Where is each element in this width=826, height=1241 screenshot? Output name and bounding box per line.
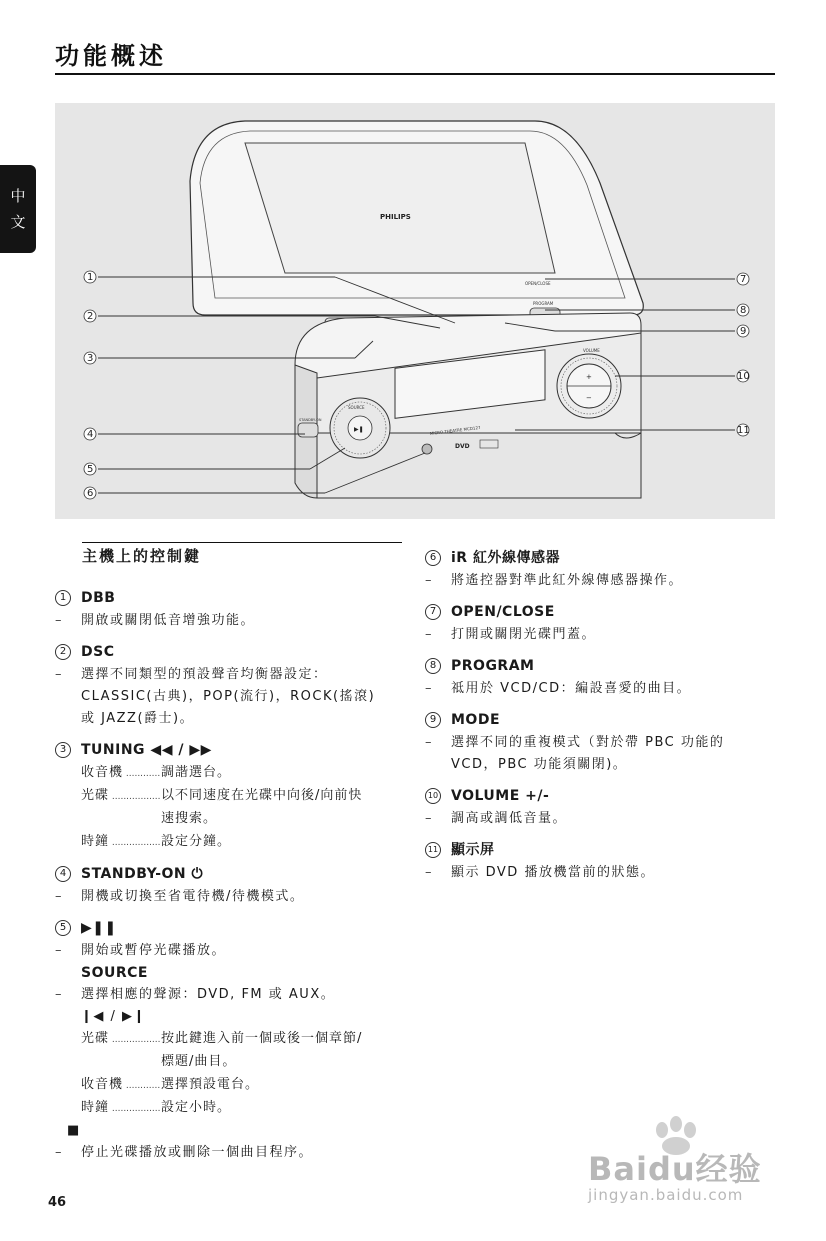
callout-6: 6 [87, 488, 94, 499]
item-number: 1 [55, 590, 71, 606]
mode-label: 收音機 ..... [81, 1074, 161, 1097]
item-heading: MODE [451, 712, 501, 728]
item-heading: PROGRAM [451, 658, 535, 674]
dvd-logo: DVD [455, 443, 470, 450]
source-text: SOURCE [348, 405, 365, 410]
callout-9: 9 [740, 326, 747, 337]
page-number: 46 [48, 1195, 67, 1210]
item-description: 選擇不同類型的預設聲音均衡器設定： [81, 667, 328, 682]
title-rule [55, 73, 775, 75]
item-standby: 4 STANDBY-ON ⏻ – 開機或切換至省電待機/待機模式。 [55, 862, 405, 908]
watermark-url: jingyan.baidu.com [588, 1186, 744, 1204]
callout-5: 5 [87, 464, 94, 475]
model-text: MICRO THEATRE MCD127 [429, 424, 481, 436]
watermark-brand: Baidu经验 [588, 1150, 762, 1188]
item-number: 4 [55, 866, 71, 882]
item-description: 將遙控器對準此紅外線傳感器操作。 [451, 573, 684, 588]
item-description: 祗用於 VCD/CD：編設喜愛的曲目。 [451, 681, 692, 696]
item-number: 7 [425, 604, 441, 620]
device-drawing [55, 103, 775, 519]
brand-logo: PHILIPS [380, 213, 411, 221]
item-heading: STANDBY-ON ⏻ [81, 866, 204, 882]
mode-label: 時鐘 ..... [81, 831, 161, 854]
callout-7: 7 [740, 274, 747, 285]
item-description-cont: CLASSIC(古典)，POP(流行)，ROCK(搖滾) [81, 689, 376, 704]
item-description-cont: VCD，PBC 功能須關閉)。 [451, 757, 628, 772]
item-program: 8 PROGRAM – 祗用於 VCD/CD：編設喜愛的曲目。 [425, 654, 755, 700]
left-column [55, 578, 405, 1164]
item-display: 11 顯示屏 – 顯示 DVD 播放機當前的狀態。 [425, 838, 755, 884]
item-heading: DBB [81, 590, 116, 606]
language-tab-char-2: 文 [10, 213, 26, 231]
item-heading: OPEN/CLOSE [451, 604, 555, 620]
section-title: 主機上的控制鍵 [82, 542, 402, 566]
item-play: 5 ▶❚❚ – 開始或暫停光碟播放。 SOURCE – 選擇相應的聲源：DVD, FM 或 AUX。 ❙◀ / ▶❙ 光碟 ..... 按此鍵進入前一個或後一個章節/ 標題/曲目。 收音機 ..... 選擇預設電台。 時鐘 ..... 設定小時。 ■ – 停止光碟播放或刪除一個曲目程序。 [55, 916, 405, 1164]
mode-description-cont: 速搜索。 [161, 811, 218, 826]
item-heading: VOLUME +/- [451, 788, 550, 804]
open-close-text: OPEN/CLOSE [525, 281, 551, 286]
callout-2: 2 [87, 311, 94, 322]
standby-button [298, 423, 318, 437]
item-heading: TUNING ◀◀ / ▶▶ [81, 742, 212, 758]
item-number: 5 [55, 920, 71, 936]
item-description: 開啟或關閉低音增強功能。 [81, 613, 256, 628]
item-heading: 顯示屏 [451, 842, 495, 858]
item-description: 調高或調低音量。 [451, 811, 568, 826]
item-tuning [55, 738, 405, 854]
mode-label: 收音機 ..... [81, 762, 161, 785]
baidu-watermark [588, 1140, 778, 1210]
play-pause-icon: ▶❚❚ [81, 920, 117, 936]
ir-sensor [422, 444, 432, 454]
item-heading: iR 紅外線傳感器 [451, 550, 560, 566]
item-number: 6 [425, 550, 441, 566]
item-open-close: 7 OPEN/CLOSE – 打開或關閉光碟門蓋。 [425, 600, 755, 646]
item-dbb: 1 DBB – 開啟或關閉低音增強功能。 [55, 586, 405, 632]
item-heading: DSC [81, 644, 115, 660]
volume-text: VOLUME [583, 348, 600, 353]
right-column [425, 538, 755, 884]
callout-3: 3 [87, 353, 94, 364]
mode-description: 調諧選台。 [161, 765, 232, 780]
item-description: 選擇不同的重複模式（對於帶 PBC 功能的 [451, 735, 725, 750]
item-description: 打開或關閉光碟門蓋。 [451, 627, 597, 642]
mode-description: 選擇預設電台。 [161, 1077, 260, 1092]
page-title: 功能概述 [55, 42, 167, 70]
callout-1: 1 [87, 272, 94, 283]
stop-description: 停止光碟播放或刪除一個曲目程序。 [81, 1145, 314, 1160]
volume-plus: + [586, 373, 592, 381]
item-description: 顯示 DVD 播放機當前的狀態。 [451, 865, 655, 880]
play-pause-glyph: ▶❚ [354, 426, 364, 433]
mode-label: 光碟 ..... [81, 1028, 161, 1051]
stop-icon: ■ [67, 1123, 80, 1138]
item-number: 3 [55, 742, 71, 758]
language-tab-char-1: 中 [10, 187, 26, 205]
mode-description: 設定分鐘。 [161, 834, 232, 849]
item-mode: 9 MODE – 選擇不同的重複模式（對於帶 PBC 功能的 VCD，PBC 功能須關閉)。 [425, 708, 755, 776]
callout-10: 10 [737, 371, 750, 382]
callout-8: 8 [740, 305, 747, 316]
program-text: PROGRAM [533, 301, 554, 306]
callout-11: 11 [737, 425, 750, 436]
item-volume: 10 VOLUME +/- – 調高或調低音量。 [425, 784, 755, 830]
item-number: 8 [425, 658, 441, 674]
source-heading: SOURCE [81, 965, 148, 981]
mode-label: 時鐘 ..... [81, 1097, 161, 1120]
mode-description: 按此鍵進入前一個或後一個章節/ [161, 1031, 363, 1046]
device-illustration [55, 103, 775, 519]
mode-description-cont: 標題/曲目。 [161, 1054, 237, 1069]
item-dsc: 2 DSC – 選擇不同類型的預設聲音均衡器設定： CLASSIC(古典)，POP(流行)，ROCK(搖滾) 或 JAZZ(爵士)。 [55, 640, 405, 730]
language-tab [0, 165, 36, 253]
mode-label: 光碟 ..... [81, 785, 161, 808]
source-description: 選擇相應的聲源：DVD, FM 或 AUX。 [81, 987, 336, 1002]
pbc-box [480, 440, 498, 448]
item-number: 2 [55, 644, 71, 660]
item-number: 11 [425, 842, 441, 858]
skip-icon: ❙◀ / ▶❙ [81, 1009, 146, 1024]
item-description: 開始或暫停光碟播放。 [81, 943, 227, 958]
standby-text: STANDBY-ON [299, 418, 322, 422]
mode-description: 以不同速度在光碟中向後/向前快 [161, 788, 363, 803]
item-description: 開機或切換至省電待機/待機模式。 [81, 889, 305, 904]
item-ir: 6 iR 紅外線傳感器 – 將遙控器對準此紅外線傳感器操作。 [425, 546, 755, 592]
callout-4: 4 [87, 429, 94, 440]
item-number: 10 [425, 788, 441, 804]
item-number: 9 [425, 712, 441, 728]
mode-description: 設定小時。 [161, 1100, 232, 1115]
disc-door [245, 143, 555, 273]
volume-minus: − [586, 394, 592, 402]
item-description-cont: 或 JAZZ(爵士)。 [81, 711, 195, 726]
